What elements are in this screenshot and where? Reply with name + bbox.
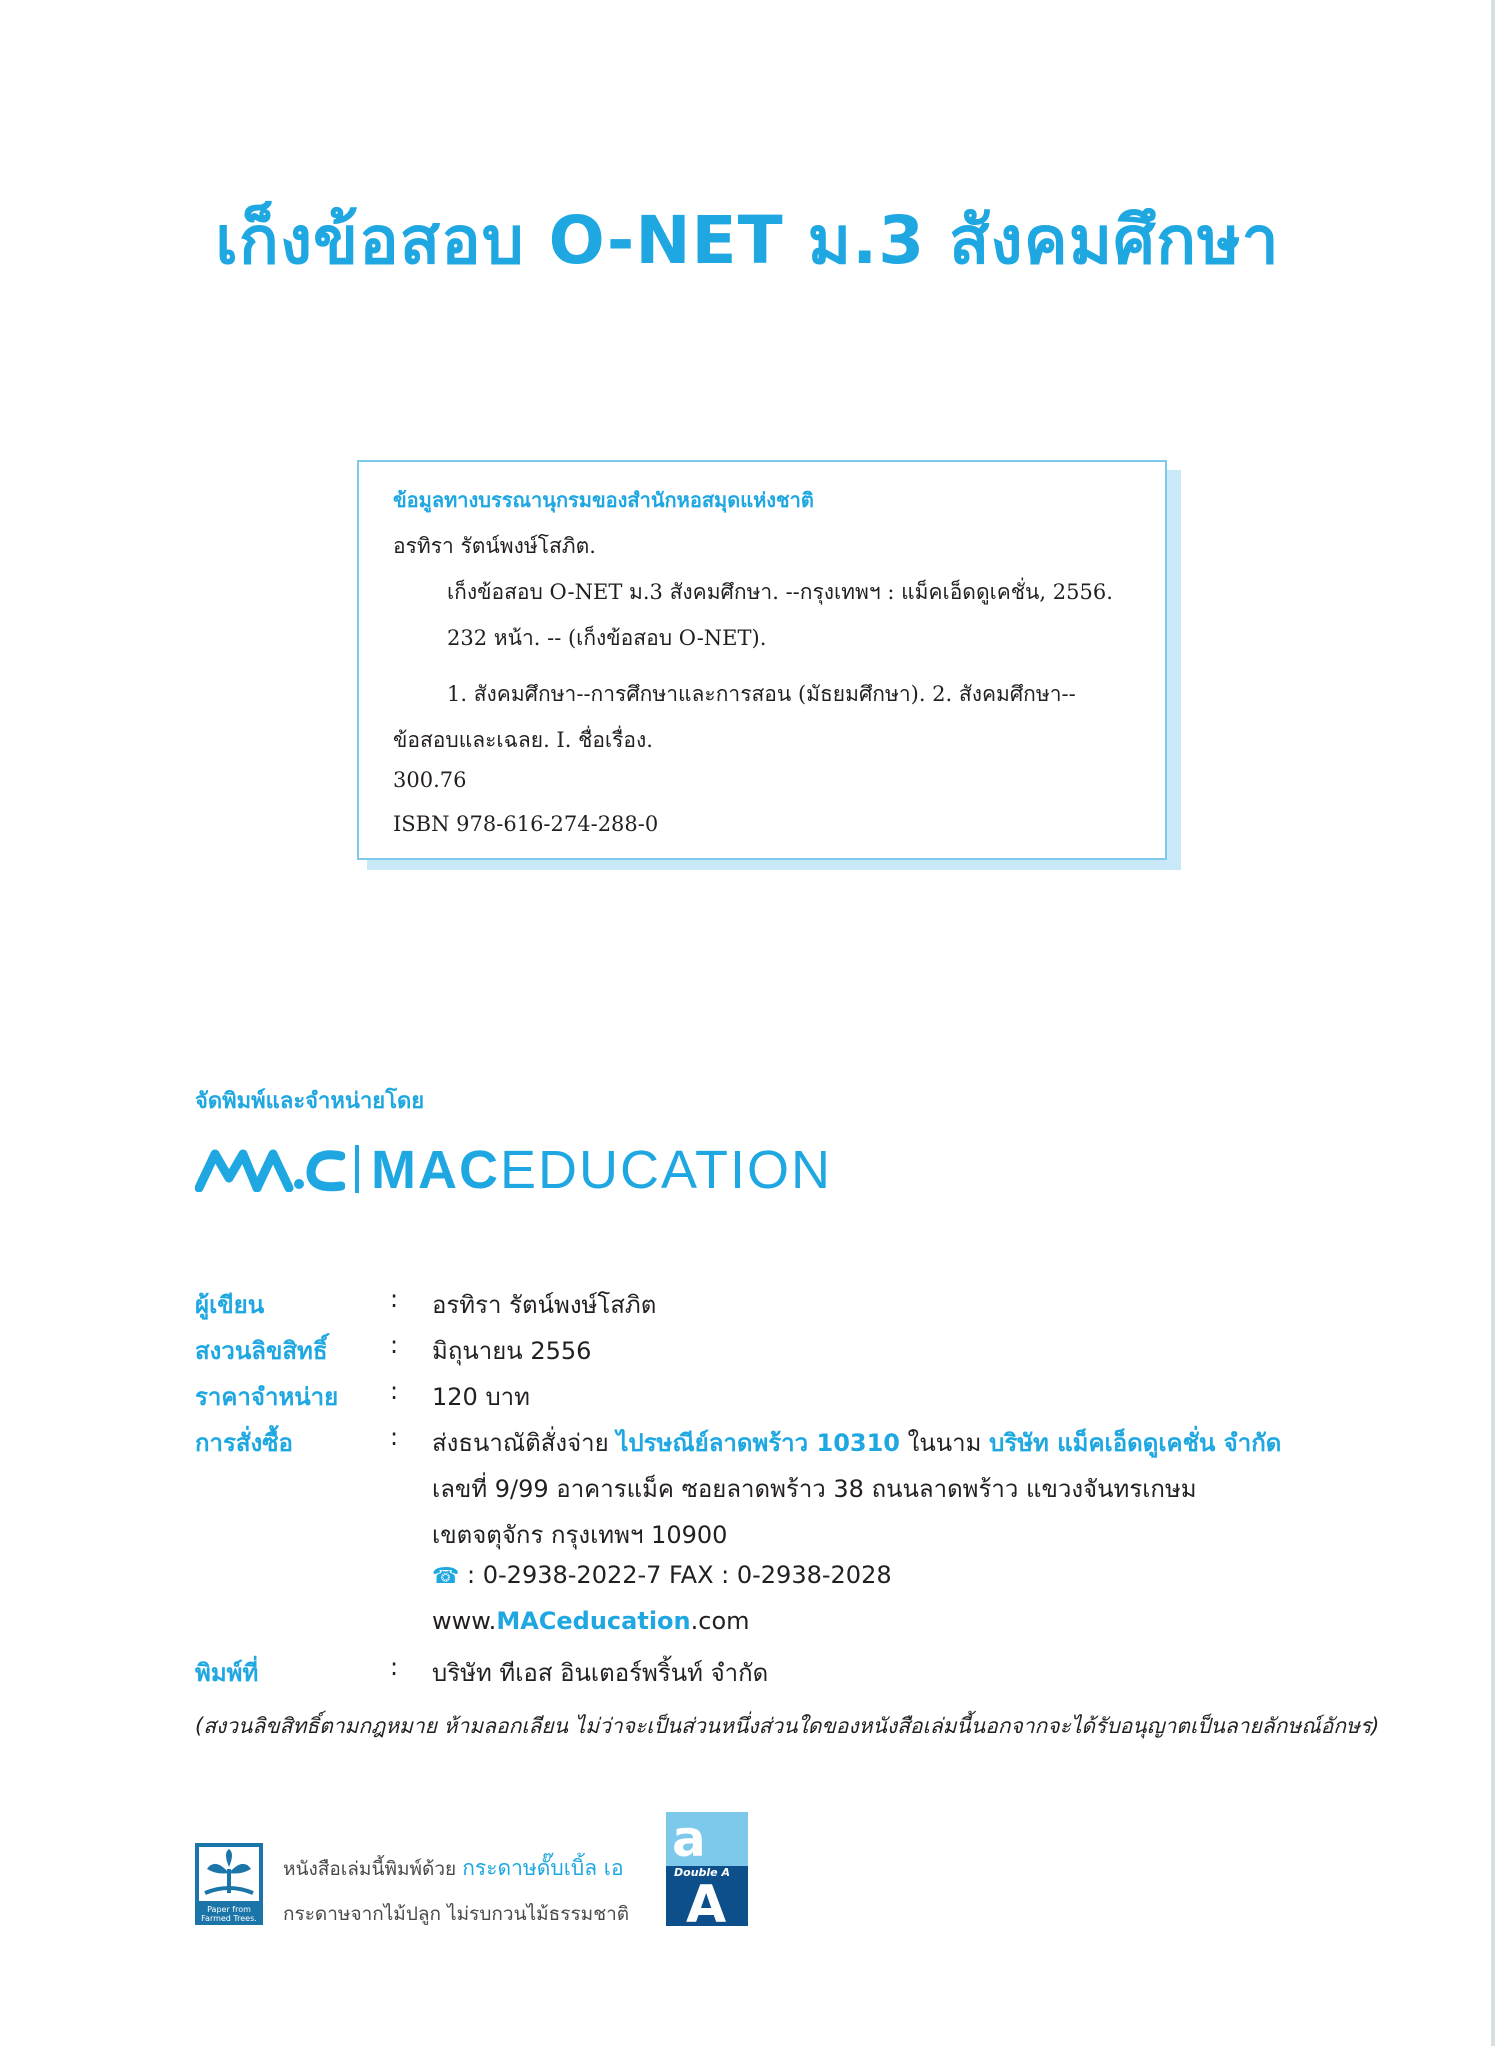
info-row-copyright <box>195 1331 1345 1377</box>
website-prefix: www. <box>432 1607 497 1635</box>
address-line-1: เลขที่ 9/99 อาคารแม็ค ซอยลาดพร้าว 38 ถนนลาดพร้าว แขวงจันทรเกษม <box>432 1475 1197 1503</box>
order-text: ส่งธนาณัติสั่งจ่าย <box>432 1429 617 1457</box>
copyright-note: (สงวนลิขสิทธิ์ตามกฎหมาย ห้ามลอกเลียน ไม่ว่าจะเป็นส่วนหนึ่งส่วนใดของหนังสือเล่มนี้นอกจากจะได้รับอนุญาตเป็นลายลักษณ์อักษร) <box>195 1714 1380 1738</box>
phone-fax-text: : 0-2938-2022-7 FAX : 0-2938-2028 <box>459 1561 892 1589</box>
order-text: ในนาม <box>900 1429 990 1457</box>
address-line-2: เขตจตุจักร กรุงเทพฯ 10900 <box>432 1521 728 1549</box>
logo-wordmark <box>371 1140 832 1200</box>
svg-text:Farmed Trees.: Farmed Trees. <box>201 1914 257 1923</box>
cip-classification: 300.76 <box>393 768 467 792</box>
website-link[interactable] <box>432 1607 750 1635</box>
publisher-label: จัดพิมพ์และจำหน่ายโดย <box>195 1089 425 1114</box>
info-row-price <box>195 1377 1345 1423</box>
order-company: บริษัท แม็คเอ็ดดูเคชั่น จำกัด <box>989 1429 1282 1457</box>
colon: : <box>390 1285 399 1313</box>
paper-brand: กระดาษดั๊บเบิ้ล เอ <box>462 1856 624 1880</box>
copyright-value: มิถุนายน 2556 <box>432 1337 592 1365</box>
author-label: ผู้เขียน <box>195 1291 265 1319</box>
svg-text:Paper from: Paper from <box>207 1905 251 1914</box>
mac-logo-icon <box>195 1146 345 1192</box>
cip-subjects-line-2: ข้อสอบและเฉลย. I. ชื่อเรื่อง. <box>393 728 653 752</box>
website-suffix: .com <box>690 1607 750 1635</box>
copyright-label: สงวนลิขสิทธิ์ <box>195 1337 328 1365</box>
paper-statement <box>283 1852 629 1929</box>
logo-wordmark-bold: MAC <box>371 1140 500 1200</box>
logo-wordmark-light: EDUCATION <box>499 1140 832 1200</box>
farmed-trees-logo-icon <box>195 1843 263 1925</box>
author-value: อรทิรา รัตน์พงษ์โสภิต <box>432 1291 657 1319</box>
svg-text:A: A <box>686 1875 727 1926</box>
cip-box <box>357 460 1167 860</box>
info-row-author <box>195 1285 1345 1331</box>
colon: : <box>390 1423 399 1451</box>
order-value <box>432 1423 1281 1462</box>
info-row-website <box>195 1607 1345 1653</box>
colon: : <box>390 1653 399 1681</box>
website-brand: MACeducation <box>496 1607 691 1635</box>
info-row-address-2 <box>195 1515 1345 1561</box>
price-value: 120 บาท <box>432 1383 530 1411</box>
colon: : <box>390 1331 399 1359</box>
publication-info <box>195 1285 1345 1699</box>
phone-line <box>432 1561 892 1589</box>
svg-text:Double A: Double A <box>674 1866 730 1879</box>
info-row-printer <box>195 1653 1345 1699</box>
cip-title-line: เก็งข้อสอบ O-NET ม.3 สังคมศึกษา. --กรุงเทพฯ : แม็คเอ็ดดูเคชั่น, 2556. <box>447 580 1113 604</box>
printer-label: พิมพ์ที่ <box>195 1659 259 1687</box>
printer-value: บริษัท ทีเอส อินเตอร์พริ้นท์ จำกัด <box>432 1659 769 1687</box>
telephone-icon: ☎ <box>432 1564 460 1589</box>
cip-pages-line: 232 หน้า. -- (เก็งข้อสอบ O-NET). <box>447 626 767 650</box>
logo-divider <box>355 1145 359 1193</box>
paper-line-2: กระดาษจากไม้ปลูก ไม่รบกวนไม้ธรรมชาติ <box>283 1903 630 1925</box>
page-title: เก็งข้อสอบ O-NET ม.3 สังคมศึกษา <box>215 202 1280 279</box>
info-row-address-1 <box>195 1469 1345 1515</box>
info-row-phone <box>195 1561 1345 1607</box>
colon: : <box>390 1377 399 1405</box>
double-a-logo-icon <box>666 1812 748 1926</box>
price-label: ราคาจำหน่าย <box>195 1383 339 1411</box>
order-post-office: ไปรษณีย์ลาดพร้าว 10310 <box>616 1429 900 1457</box>
paper-line-1: หนังสือเล่มนี้พิมพ์ด้วย <box>283 1858 463 1880</box>
svg-text:a: a <box>672 1812 706 1868</box>
cip-author: อรทิรา รัตน์พงษ์โสภิต. <box>393 534 596 558</box>
info-row-order <box>195 1423 1345 1469</box>
cip-isbn: ISBN 978-616-274-288-0 <box>393 812 659 836</box>
cip-heading: ข้อมูลทางบรรณานุกรมของสำนักหอสมุดแห่งชาติ <box>393 488 814 512</box>
page-edge-rule <box>1491 0 1495 2046</box>
cip-subjects-line-1: 1. สังคมศึกษา--การศึกษาและการสอน (มัธยมศึกษา). 2. สังคมศึกษา-- <box>447 682 1076 706</box>
order-label: การสั่งซื้อ <box>195 1429 293 1457</box>
